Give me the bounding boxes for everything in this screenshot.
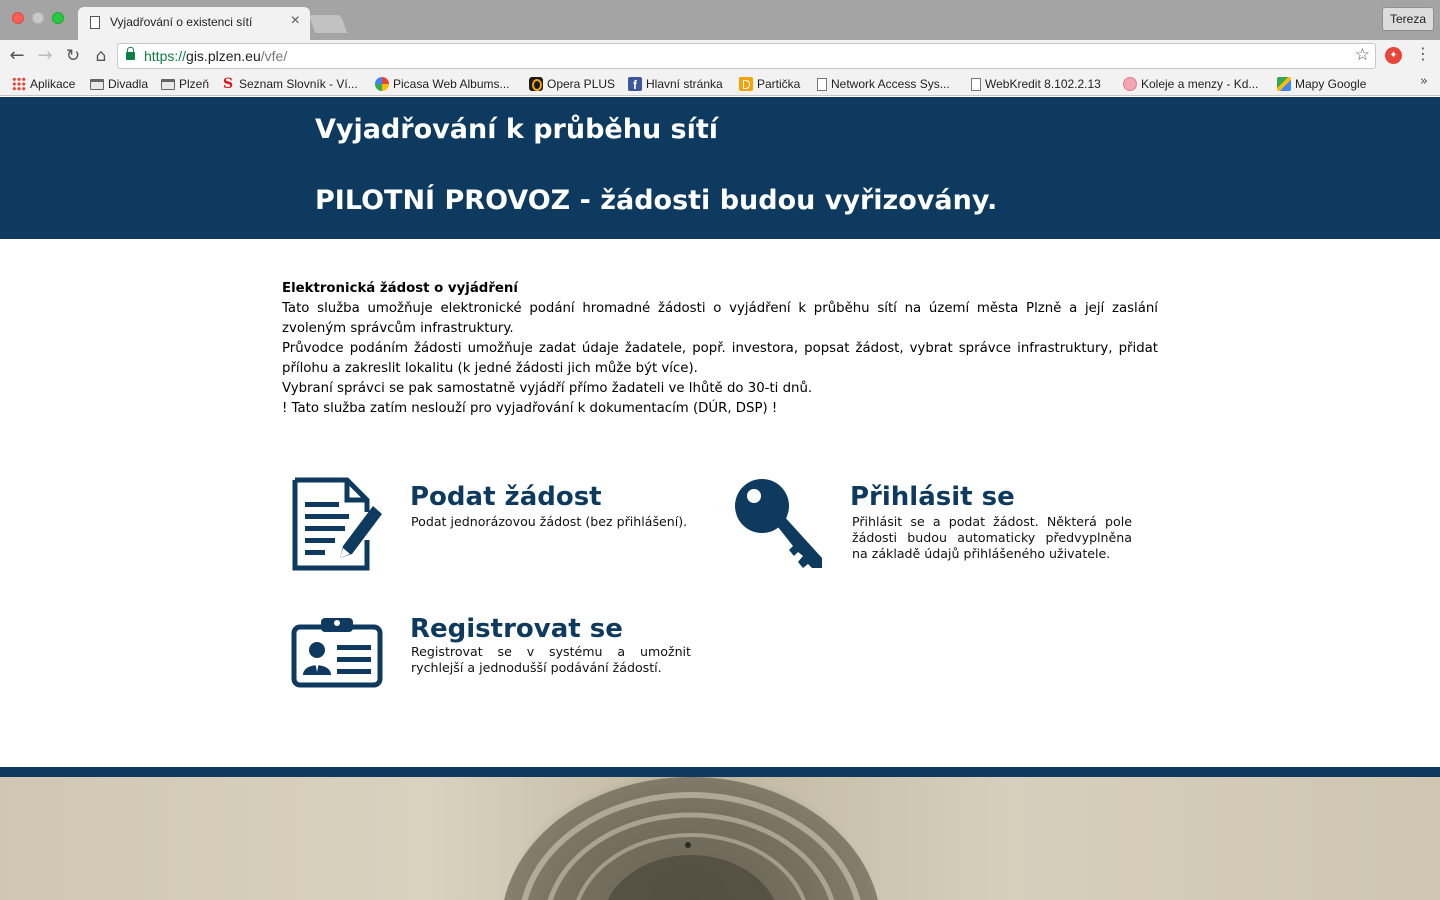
bookmark-koleje-menzy[interactable] — [1123, 75, 1258, 93]
register-description: Registrovat se v systému a umožnit rychlejší a jednodušší podávání žádostí. — [411, 644, 691, 675]
seznam-icon: S — [222, 76, 234, 92]
bookmark-label: Koleje a menzy - Kd... — [1141, 77, 1259, 91]
lock-icon[interactable] — [126, 52, 135, 60]
intro-line: ! Tato služba zatím neslouží pro vyjadřování k dokumentacím (DÚR, DSP) ! — [282, 401, 778, 416]
bookmark-label: Divadla — [108, 77, 149, 91]
koleje-icon — [1123, 77, 1137, 91]
bookmark-label: Seznam Slovník - Ví... — [239, 77, 358, 91]
intro-line: Průvodce podáním žádosti umožňuje zadat údaje žadatele, popř. investora, popsat žádost, vybrat správce infrastruktury, přidat přílohu a zakreslit lokalitu (k jedné žádosti jich může být více). — [282, 341, 1158, 376]
page-title: Vyjadřování k průběhu sítí — [315, 114, 719, 145]
page-document-icon — [90, 16, 100, 29]
bookmark-divadla[interactable] — [90, 75, 148, 93]
profile-button[interactable]: Tereza — [1382, 7, 1434, 31]
url-host: gis.plzen.eu — [186, 48, 261, 64]
intro-text — [282, 279, 1158, 419]
folder-icon — [161, 79, 175, 90]
zoom-window-icon[interactable] — [52, 12, 64, 24]
bookmark-mapy-google[interactable] — [1277, 75, 1366, 93]
bookmark-aplikace[interactable] — [12, 75, 75, 93]
key-icon[interactable] — [732, 476, 842, 576]
bookmark-seznam-slovnik[interactable] — [221, 75, 358, 93]
register-title[interactable]: Registrovat se — [410, 614, 623, 644]
intro-heading: Elektronická žádost o vyjádření — [282, 281, 518, 296]
folder-icon — [90, 79, 104, 90]
bookmark-label: Plzeň — [179, 77, 210, 91]
page-header-banner — [0, 97, 1440, 239]
bookmark-picasa[interactable] — [375, 75, 510, 93]
maps-icon — [1277, 77, 1291, 91]
picasa-icon — [375, 77, 389, 91]
bookmark-star-icon[interactable]: ☆ — [1354, 45, 1370, 65]
login-description: Přihlásit se a podat žádost. Některá pole žádosti budou automaticky předvyplněna na základě údajů přihlášeného uživatele. — [852, 514, 1132, 561]
bookmark-label: Picasa Web Albums... — [393, 77, 510, 91]
submit-request-action[interactable] — [291, 476, 693, 576]
back-arrow-icon[interactable]: ← — [9, 45, 25, 66]
url-scheme: https:// — [144, 48, 187, 64]
intro-line: Vybraní správci se pak samostatně vyjádří přímo žadateli ve lhůtě do 30-ti dnů. — [282, 381, 813, 396]
minimize-window-icon[interactable] — [32, 12, 44, 24]
document-pen-icon[interactable] — [291, 476, 401, 576]
particka-icon — [739, 77, 753, 91]
extension-icon[interactable]: ✦ — [1385, 47, 1402, 64]
facebook-icon: f — [628, 77, 642, 91]
new-tab-button[interactable] — [309, 15, 348, 33]
bookmarks-overflow-icon[interactable]: » — [1420, 74, 1428, 89]
document-icon — [971, 78, 981, 91]
bookmark-label: Aplikace — [30, 77, 76, 91]
address-url[interactable] — [144, 48, 287, 64]
bookmark-opera-plus[interactable] — [529, 75, 615, 93]
forward-arrow-icon[interactable]: → — [37, 45, 53, 66]
submit-request-title[interactable]: Podat žádost — [410, 482, 602, 512]
url-path: /vfe/ — [260, 48, 288, 64]
bookmark-hlavni-stranka[interactable] — [628, 75, 723, 93]
footer-divider — [0, 767, 1440, 777]
bookmark-particka[interactable] — [739, 75, 800, 93]
login-title[interactable]: Přihlásit se — [850, 482, 1015, 512]
close-window-icon[interactable] — [12, 12, 24, 24]
bookmark-webkredit[interactable] — [969, 75, 1101, 93]
opera-icon — [529, 77, 543, 91]
id-card-icon[interactable] — [291, 614, 401, 714]
bookmark-label: WebKredit 8.102.2.13 — [985, 77, 1101, 91]
address-bar[interactable] — [117, 43, 1376, 69]
bookmark-label: Network Access Sys... — [831, 77, 950, 91]
home-icon[interactable]: ⌂ — [95, 46, 107, 66]
page-subtitle: PILOTNÍ PROVOZ - žádosti budou vyřizovány. — [315, 185, 998, 216]
bookmark-label: Mapy Google — [1295, 77, 1367, 91]
tab-close-icon[interactable]: × — [290, 12, 300, 29]
bookmarks-bar — [0, 72, 1440, 96]
bookmark-label: Hlavní stránka — [646, 77, 723, 91]
browser-menu-icon[interactable]: ⋮ — [1415, 44, 1431, 63]
submit-request-description: Podat jednorázovou žádost (bez přihlášení). — [411, 514, 688, 529]
reload-icon[interactable]: ↻ — [65, 46, 81, 66]
register-action[interactable] — [291, 614, 693, 694]
browser-tab-active[interactable] — [78, 7, 310, 40]
browser-toolbar — [0, 40, 1440, 72]
tab-title: Vyjadřování o existenci sítí — [110, 15, 253, 29]
apps-icon — [12, 77, 26, 91]
browser-tab-strip — [0, 0, 1440, 40]
bookmark-label: Partička — [757, 77, 801, 91]
footer-pipeline-photo — [0, 777, 1440, 900]
pipeline-illustration — [495, 777, 890, 900]
bookmark-network-access[interactable] — [815, 75, 950, 93]
login-action[interactable] — [732, 476, 1134, 576]
bookmark-label: Opera PLUS — [547, 77, 616, 91]
intro-line: Tato služba umožňuje elektronické podání hromadné žádosti o vyjádření k průběhu sítí na území města Plzně a její zaslání zvoleným správcům infrastruktury. — [282, 301, 1158, 336]
bookmark-plzen[interactable] — [161, 75, 209, 93]
document-icon — [817, 78, 827, 91]
